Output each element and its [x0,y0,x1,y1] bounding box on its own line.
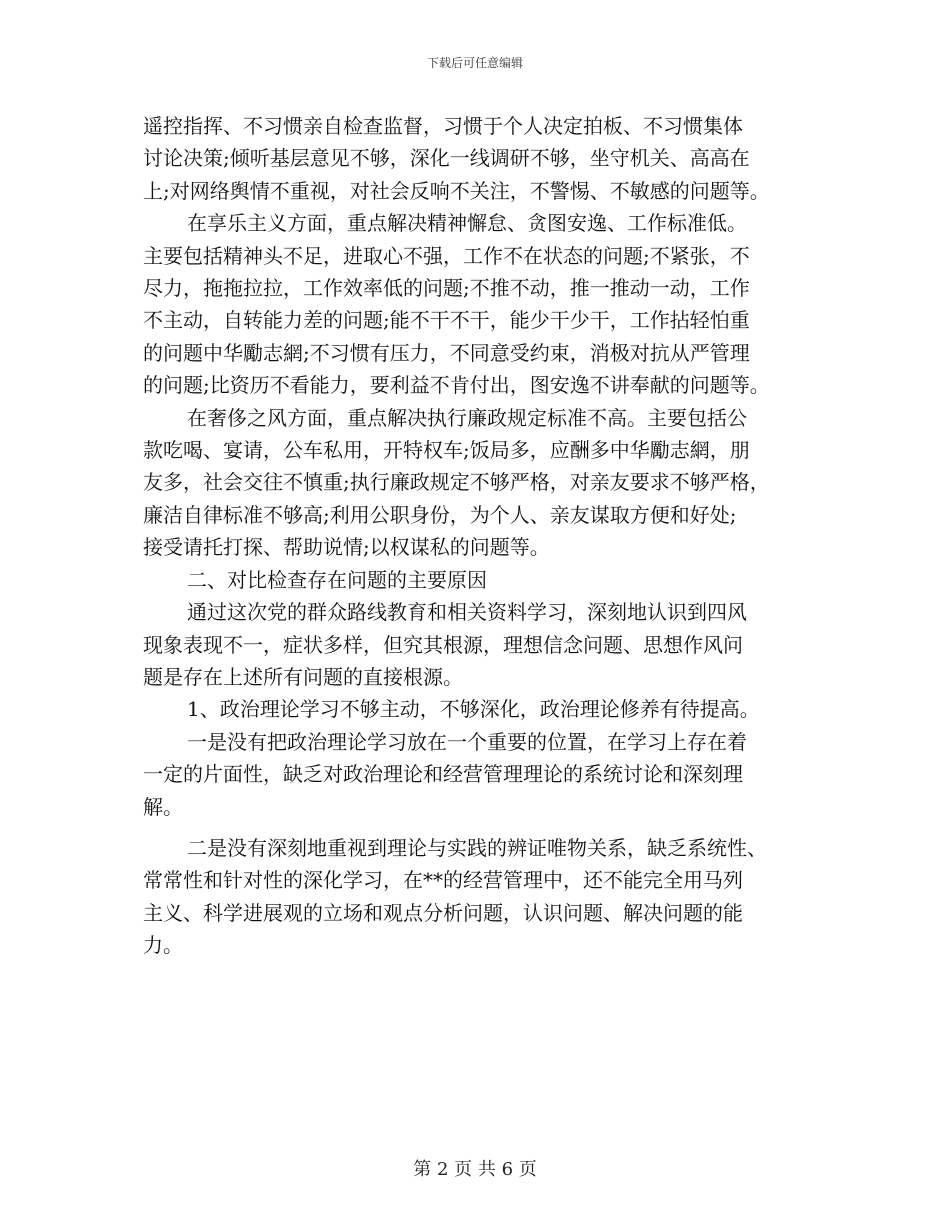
text-line: 款吃喝、宴请，公车私用，开特权车;饭局多，应酬多中华勵志網，朋 [143,438,750,463]
text-line: 现象表现不一，症状多样，但究其根源，理想信念问题、思想作风问 [143,632,743,657]
text-line: 讨论决策;倾听基层意见不够，深化一线调研不够，坐守机关、高高在 [143,146,750,171]
text-line: 通过这次党的群众路线教育和相关资料学习，深刻地认识到四风 [187,600,747,625]
text-line: 在享乐主义方面，重点解决精神懈怠、贪图安逸、工作标准低。 [187,211,747,236]
text-line: 的问题;比资历不看能力，要利益不肯付出，图安逸不讲奉献的问题等。 [143,373,770,398]
text-line: 二、对比检查存在问题的主要原因 [187,567,487,592]
page-footer: 第 2 页 共 6 页 [413,1159,537,1180]
document-body [143,110,821,962]
text-line: 1、政治理论学习不够主动，不够深化，政治理论修养有待提高。 [187,697,760,722]
text-line: 上;对网络舆情不重视，对社会反响不关注，不警惕、不敏感的问题等。 [143,178,770,203]
text-line: 尽力，拖拖拉拉，工作效率低的问题;不推不动，推一推动一动，工作 [143,276,750,301]
text-line: 主义、科学进展观的立场和观点分析问题，认识问题、解决问题的能 [143,900,743,925]
text-line: 廉洁自律标准不够高;利用公职身份，为个人、亲友谋取方便和好处; [143,502,737,527]
text-line: 主要包括精神头不足，进取心不强，工作不在状态的问题;不紧张，不 [143,243,750,268]
text-line: 遥控指挥、不习惯亲自检查监督，习惯于个人决定拍板、不习惯集体 [143,114,743,138]
text-line: 力。 [143,933,183,958]
text-line: 解。 [143,794,183,819]
text-line: 题是存在上述所有问题的直接根源。 [143,664,463,689]
text-line: 一是没有把政治理论学习放在一个重要的位置，在学习上存在着 [187,729,747,754]
text-line: 二是没有深刻地重视到理论与实践的辨证唯物关系，缺乏系统性、 [187,835,767,860]
text-line: 接受请托打探、帮助说情;以权谋私的问题等。 [143,535,550,560]
text-line: 不主动，自转能力差的问题;能不干不干，能少干少干，工作拈轻怕重 [143,308,750,333]
text-line: 在奢侈之风方面，重点解决执行廉政规定标准不高。主要包括公 [187,405,747,430]
text-line: 的问题中华勵志網;不习惯有压力，不同意受约束，消极对抗从严管理 [143,340,750,365]
page-header: 下载后可任意编辑 [426,56,523,70]
text-line: 一定的片面性，缺乏对政治理论和经营管理理论的系统讨论和深刻理 [143,762,743,787]
text-line: 友多，社会交往不慎重;执行廉政规定不够严格，对亲友要求不够严格， [143,470,770,495]
text-line: 常常性和针对性的深化学习，在**的经营管理中，还不能完全用马列 [143,868,743,893]
